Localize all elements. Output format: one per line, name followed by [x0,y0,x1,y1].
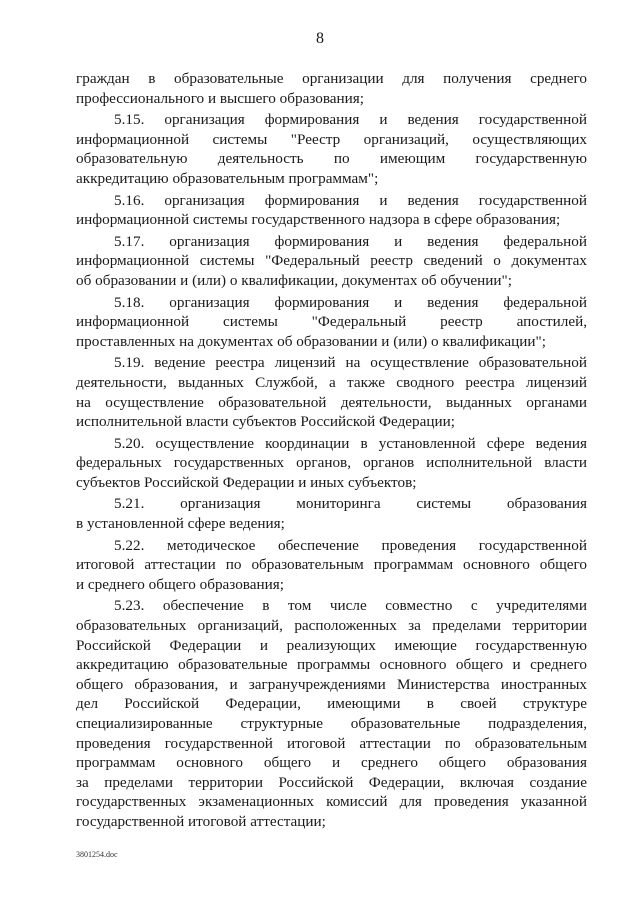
text-line: 5.22. методическое обеспечение проведения государственной [114,536,587,554]
text-line: за пределами территории Российской Федерации, включая создание [76,773,587,791]
text-line: итоговой аттестации по образовательным программам основного общего [76,556,587,574]
text-line: 5.16. организация формирования и ведения государственной [114,191,587,209]
document-body [76,69,587,834]
text-line: информационной системы государственного надзора в сфере образования; [76,211,561,229]
paragraph [76,69,587,108]
text-line: 5.15. организация формирования и ведения государственной [114,111,587,129]
paragraph [76,191,587,230]
text-line: 5.23. обеспечение в том числе совместно с учредителями [114,597,587,615]
text-line: и среднего общего образования; [76,575,284,593]
paragraph [76,110,587,188]
text-line: информационной системы "Федеральный реестр сведений о документах [76,252,587,270]
text-line: в установленной сфере ведения; [76,515,285,533]
text-line: профессионального и высшего образования; [76,89,364,107]
text-line: аккредитацию образовательные программы основного общего и среднего [76,656,587,674]
text-line: об образовании и (или) о квалификации, документах об обучении"; [76,271,512,289]
text-line: 5.20. осуществление координации в установленной сфере ведения [114,434,587,452]
text-line: информационной системы "Реестр организаций, осуществляющих [76,130,587,148]
text-line: проведения государственной итоговой аттестации по образовательным [76,734,587,752]
text-line: специализированные структурные образовательные подразделения, [76,715,587,732]
text-line: исполнительной власти субъектов Российской Федерации; [76,413,455,431]
paragraph [76,536,587,595]
text-line: 5.18. организация формирования и ведения федеральной [114,293,587,311]
footer-filename: 3801254.doc [76,850,118,859]
paragraph [76,596,587,831]
paragraph [76,232,587,291]
text-line: общего образования, и загранучреждениями Министерства иностранных [76,675,587,693]
page-number: 8 [316,30,324,47]
text-line: образовательную деятельность по имеющим государственную [76,150,587,168]
text-line: на осуществление образовательной деятельности, выданных органами [76,393,587,411]
text-line: 5.19. ведение реестра лицензий на осуществление образовательной [114,354,587,372]
text-line: граждан в образовательные организации для получения среднего [76,70,587,87]
text-line: Российской Федерации и реализующих имеющие государственную [76,636,587,654]
paragraph [76,293,587,352]
text-line: государственной итоговой аттестации; [76,812,326,830]
paragraph [76,434,587,493]
paragraph [76,353,587,431]
text-line: деятельности, выданных Службой, а также сводного реестра лицензий [76,373,587,391]
text-line: дел Российской Федерации, имеющими в своей структуре [76,695,587,713]
paragraph [76,494,587,533]
text-line: проставленных на документах об образовании и (или) о квалификации"; [76,332,546,350]
text-line: государственных экзаменационных комиссий для проведения указанной [76,793,587,811]
text-line: программам основного общего и среднего общего образования [76,754,587,772]
text-line: 5.17. организация формирования и ведения федеральной [114,232,587,250]
text-line: федеральных государственных органов, органов исполнительной власти [76,454,587,472]
text-line: информационной системы "Федеральный реестр апостилей, [76,313,587,331]
text-line: 5.21. организация мониторинга системы образования [114,495,587,513]
text-line: образовательных организаций, расположенных за пределами территории [76,617,587,635]
text-line: субъектов Российской Федерации и иных субъектов; [76,473,417,491]
text-line: аккредитацию образовательным программам"; [76,169,379,187]
